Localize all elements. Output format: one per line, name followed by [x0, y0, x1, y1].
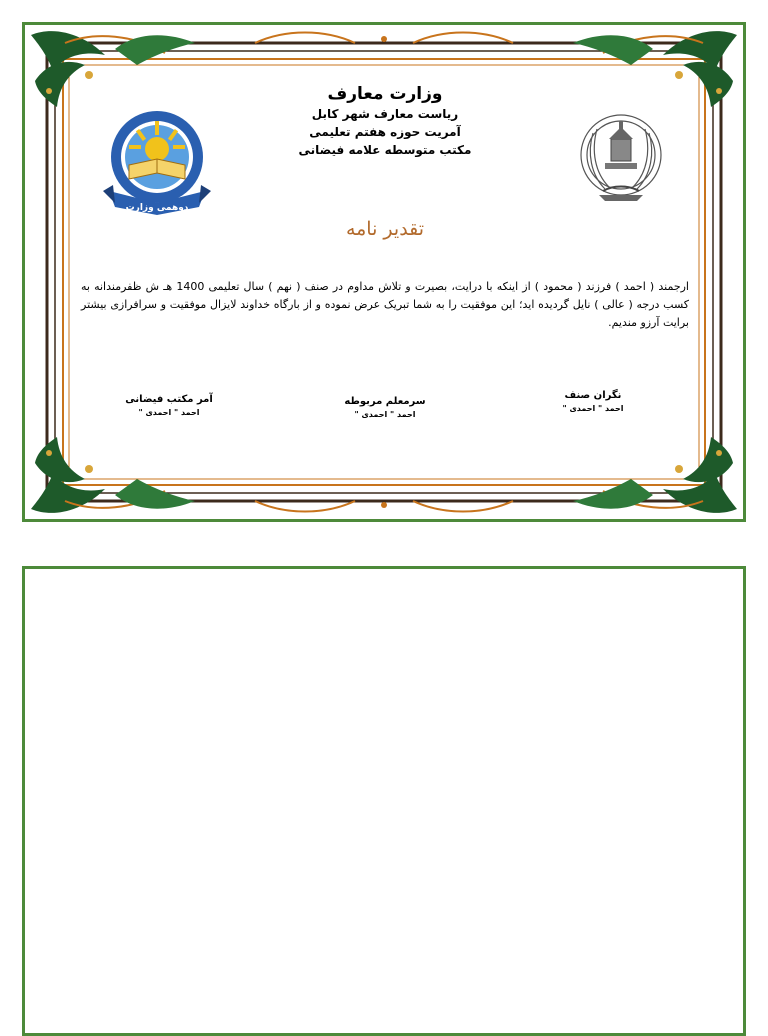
- certificate-header: [215, 83, 555, 159]
- signature-head-teacher: [305, 395, 465, 421]
- signature-class-supervisor: [513, 389, 673, 415]
- certificate-title: تقدیر نامه: [345, 218, 425, 240]
- district-line: آمریت حوزه هفتم تعلیمی: [309, 125, 461, 139]
- signature-name: احمد " احمدی ": [138, 408, 200, 417]
- top-flourish: [255, 33, 513, 44]
- signature-name: احمد " احمدی ": [562, 404, 624, 413]
- certificate-page: [22, 22, 746, 522]
- blank-page: [22, 566, 746, 1036]
- ministry-logo: [99, 107, 219, 217]
- signature-principal: [89, 393, 249, 419]
- national-emblem: [573, 103, 669, 207]
- directorate-line: ریاست معارف شهر کابل: [311, 107, 459, 121]
- signature-role: نگران صنف: [564, 390, 622, 401]
- signature-role: سرمعلم مربوطه: [344, 396, 426, 407]
- ministry-name: وزارت معارف: [327, 84, 443, 104]
- certificate-body: ارجمند ( احمد ) فرزند ( محمود ) از اینکه با درایت، بصیرت و تلاش مداوم در صنف ( نهم ) سال تعلیمی 1400 هـ ش ظفرمندانه به کسب درجه ( عالی ) نایل گردیده اید؛ این موفقیت را به شما تبریک عرض نموده و از بارگاه خداوند لایزال موفقیت و سرافرازی بیشتر برایت آرزو مندیم.: [81, 280, 689, 329]
- signature-name: احمد " احمدی ": [354, 410, 416, 419]
- bottom-flourish: [255, 501, 513, 512]
- school-line: مکتب متوسطه علامه فیضانی: [298, 143, 472, 157]
- logo-text: دوهمی وزارت: [125, 203, 189, 213]
- signature-role: آمر مکتب فیضانی: [125, 394, 213, 405]
